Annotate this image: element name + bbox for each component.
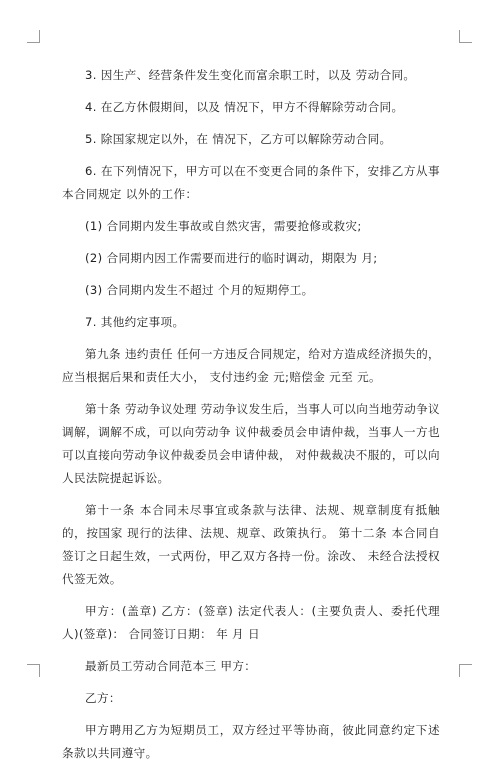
paragraph-party-b: 乙方： — [85, 691, 121, 705]
document-body — [62, 64, 440, 774]
paragraph-article-10: 第十条 劳动争议处理 劳动争议发生后，当事人可以向当地劳动争议调解，调解不成，可以向劳动争 议仲裁委员会申请仲裁，当事人一方也可以直接向劳动争议仲裁委员会申请仲裁， 对仲裁裁决不服的，可以向人民法院提起诉讼。 — [62, 402, 440, 485]
paragraph-item-1: (1) 合同期内发生事故或自然灾害，需要抢修或救灾; — [85, 219, 362, 233]
paragraph-clause-7: 7. 其他约定事项。 — [85, 315, 185, 329]
crop-mark-bottom-left — [27, 664, 40, 677]
paragraph-intro: 甲方聘用乙方为短期员工，双方经过平等协商，彼此同意约定下述条款以共同遵守。 — [62, 723, 440, 760]
paragraph-item-2: (2) 合同期内因工作需要而进行的临时调动，期限为 月; — [85, 251, 378, 265]
paragraph-clause-6: 6. 在下列情况下，甲方可以在不变更合同的条件下，安排乙方从事本合同规定 以外的工作： — [62, 164, 440, 201]
paragraph-item-3: (3) 合同期内发生不超过 个月的短期停工。 — [85, 283, 314, 297]
crop-mark-top-right — [459, 30, 472, 43]
paragraph-clause-3: 3. 因生产、经营条件发生变化而富余职工时，以及 劳动合同。 — [85, 68, 416, 82]
paragraph-template-3-heading: 最新员工劳动合同范本三 甲方： — [85, 659, 257, 673]
paragraph-clause-4: 4. 在乙方休假期间，以及 情况下，甲方不得解除劳动合同。 — [85, 100, 404, 114]
crop-mark-top-left — [27, 30, 40, 43]
crop-mark-bottom-right — [459, 664, 472, 677]
paragraph-article-11-12: 第十一条 本合同未尽事宜或条款与法律、法规、规章制度有抵触的，按国家 现行的法律、法规、规章、政策执行。 第十二条 本合同自签订之日起生效，一式两份，甲乙双方各持一份。涂改、 未经合法授权代签无效。 — [62, 503, 440, 586]
paragraph-article-9: 第九条 违约责任 任何一方违反合同规定，给对方造成经济损失的，应当根据后果和责任大小， 支付违约金 元;赔偿金 元至 元。 — [62, 347, 440, 384]
paragraph-signatures: 甲方：(盖章) 乙方：(签章) 法定代表人：(主要负责人、委托代理人)(签章)： 合同签订日期： 年 月 日 — [62, 604, 440, 641]
paragraph-clause-5: 5. 除国家规定以外，在 情况下，乙方可以解除劳动合同。 — [85, 132, 392, 146]
